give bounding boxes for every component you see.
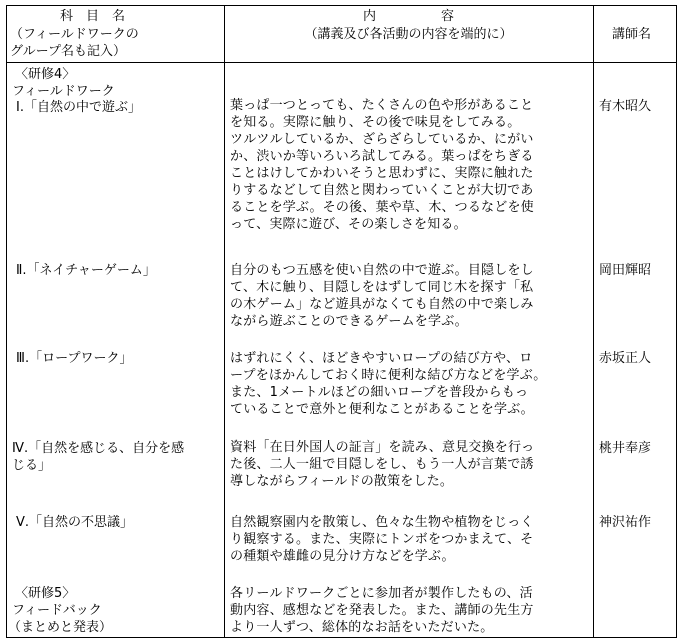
row3-instructor: 赤坂正人 [599, 351, 652, 366]
column-divider-1 [224, 5, 225, 638]
header-bottom-border [6, 62, 677, 63]
content-line: か、渋いか等いろいろ試してみる。葉っぱをちぎる [230, 149, 534, 164]
training5-content [230, 585, 534, 636]
row5-instructor: 神沢祐作 [599, 515, 652, 530]
row2-instructor: 岡田輝昭 [599, 263, 652, 278]
content-line: ープをほかんしておく時に便利な結び方などを学ぶ。 [230, 368, 547, 383]
content-line: ることを学ぶ。その後、葉や草、木、つるなどを使 [230, 200, 534, 215]
table-right-border [676, 5, 677, 638]
content-line: また、1メートルほどの細いロープを普段からもっ [230, 385, 529, 400]
row4-content [230, 439, 534, 490]
content-line: より一人ずつ、総体的なお話をいただいた。 [230, 620, 494, 635]
row1-content [230, 97, 534, 233]
header-subject-title: 科 目 名 [60, 9, 126, 24]
content-line: て、木に触り、目隠しをはずして同じ木を探す「私 [230, 280, 534, 295]
row4-subject-line2: じる」 [12, 458, 52, 473]
row3-content [230, 350, 546, 418]
table-left-border [6, 5, 7, 638]
content-line: ことはけしてかわいそうと思わずに、実際に触れた [230, 166, 534, 181]
content-line: ながら遊ぶことのできるゲームを学ぶ。 [230, 314, 468, 329]
row4-instructor: 桃井奉彦 [599, 441, 652, 456]
content-line: 自然観察園内を散策し、色々な生物や植物をじっく [230, 515, 534, 530]
table-bottom-border [6, 637, 677, 638]
content-line: を知る。実際に触り、その後で味見をしてみる。 [230, 115, 521, 130]
content-line: 各リールドワークごとに参加者が製作したもの、活 [230, 586, 533, 601]
header-subject-note-2: グループ名も記入） [10, 44, 126, 59]
content-line: って、実際に遊び、その楽しさを知る。 [230, 217, 467, 232]
header-instructor: 講師名 [612, 27, 652, 42]
row3-subject: Ⅲ.「ロープワーク」 [16, 351, 133, 366]
header-content-title: 内 容 [362, 9, 454, 24]
training4-name: フィールドワーク [12, 84, 115, 99]
content-line: 葉っぱ一つとっても、たくさんの色や形があること [230, 98, 534, 113]
content-line: 導しながらフィールドの散策をした。 [230, 474, 454, 489]
content-line: りするなどして自然と関わっていくことが大切であ [230, 183, 534, 198]
content-line: 自分のもつ五感を使い自然の中で遊ぶ。目隠しをし [230, 263, 534, 278]
content-line: ツルツルしているか、ざらざらしているか、にがい [230, 132, 534, 147]
content-line: はずれにくく、ほどきやすいロープの結び方や、ロ [230, 351, 533, 366]
content-line: の木ゲーム」など遊具がなくても自然の中で楽しみ [230, 297, 534, 312]
content-line: 資料「在日外国人の証言」を読み、意見交換を行っ [230, 440, 535, 455]
content-line: の種類や雄雌の見分け方などを学ぶ。 [230, 549, 455, 564]
training5-sub: （まとめと発表） [8, 620, 113, 635]
row5-content [230, 514, 534, 565]
content-line: ていることで意外と便利なことがあることを学ぶ。 [230, 402, 534, 417]
training5-label: 〈研修5〉 [15, 586, 76, 601]
content-line: た後、二人一組で目隠しをし、もう一人が言葉で誘 [230, 457, 534, 472]
table-top-border [6, 5, 677, 6]
row5-subject: Ⅴ.「自然の不思議」 [16, 515, 134, 530]
content-line: 動内容、感想などを発表した。また、講師の先生方 [230, 603, 534, 618]
header-subject-note-1: （フィールドワークの [10, 27, 139, 42]
row2-subject: Ⅱ.「ネイチャーゲーム」 [16, 263, 156, 278]
row4-subject-line1: Ⅳ.「自然を感じる、自分を感 [12, 441, 185, 456]
training5-name: フィードバック [12, 603, 102, 618]
training4-label: 〈研修4〉 [15, 67, 76, 82]
row1-subject: Ⅰ.「自然の中で遊ぶ」 [16, 100, 141, 115]
column-divider-2 [593, 5, 594, 638]
content-line: り観察する。また、実際にトンボをつかまえて、そ [230, 532, 534, 547]
header-content-note: （講義及び各活動の内容を端的に） [304, 27, 513, 42]
row1-instructor: 有木昭久 [599, 99, 652, 114]
row2-content [230, 262, 534, 330]
